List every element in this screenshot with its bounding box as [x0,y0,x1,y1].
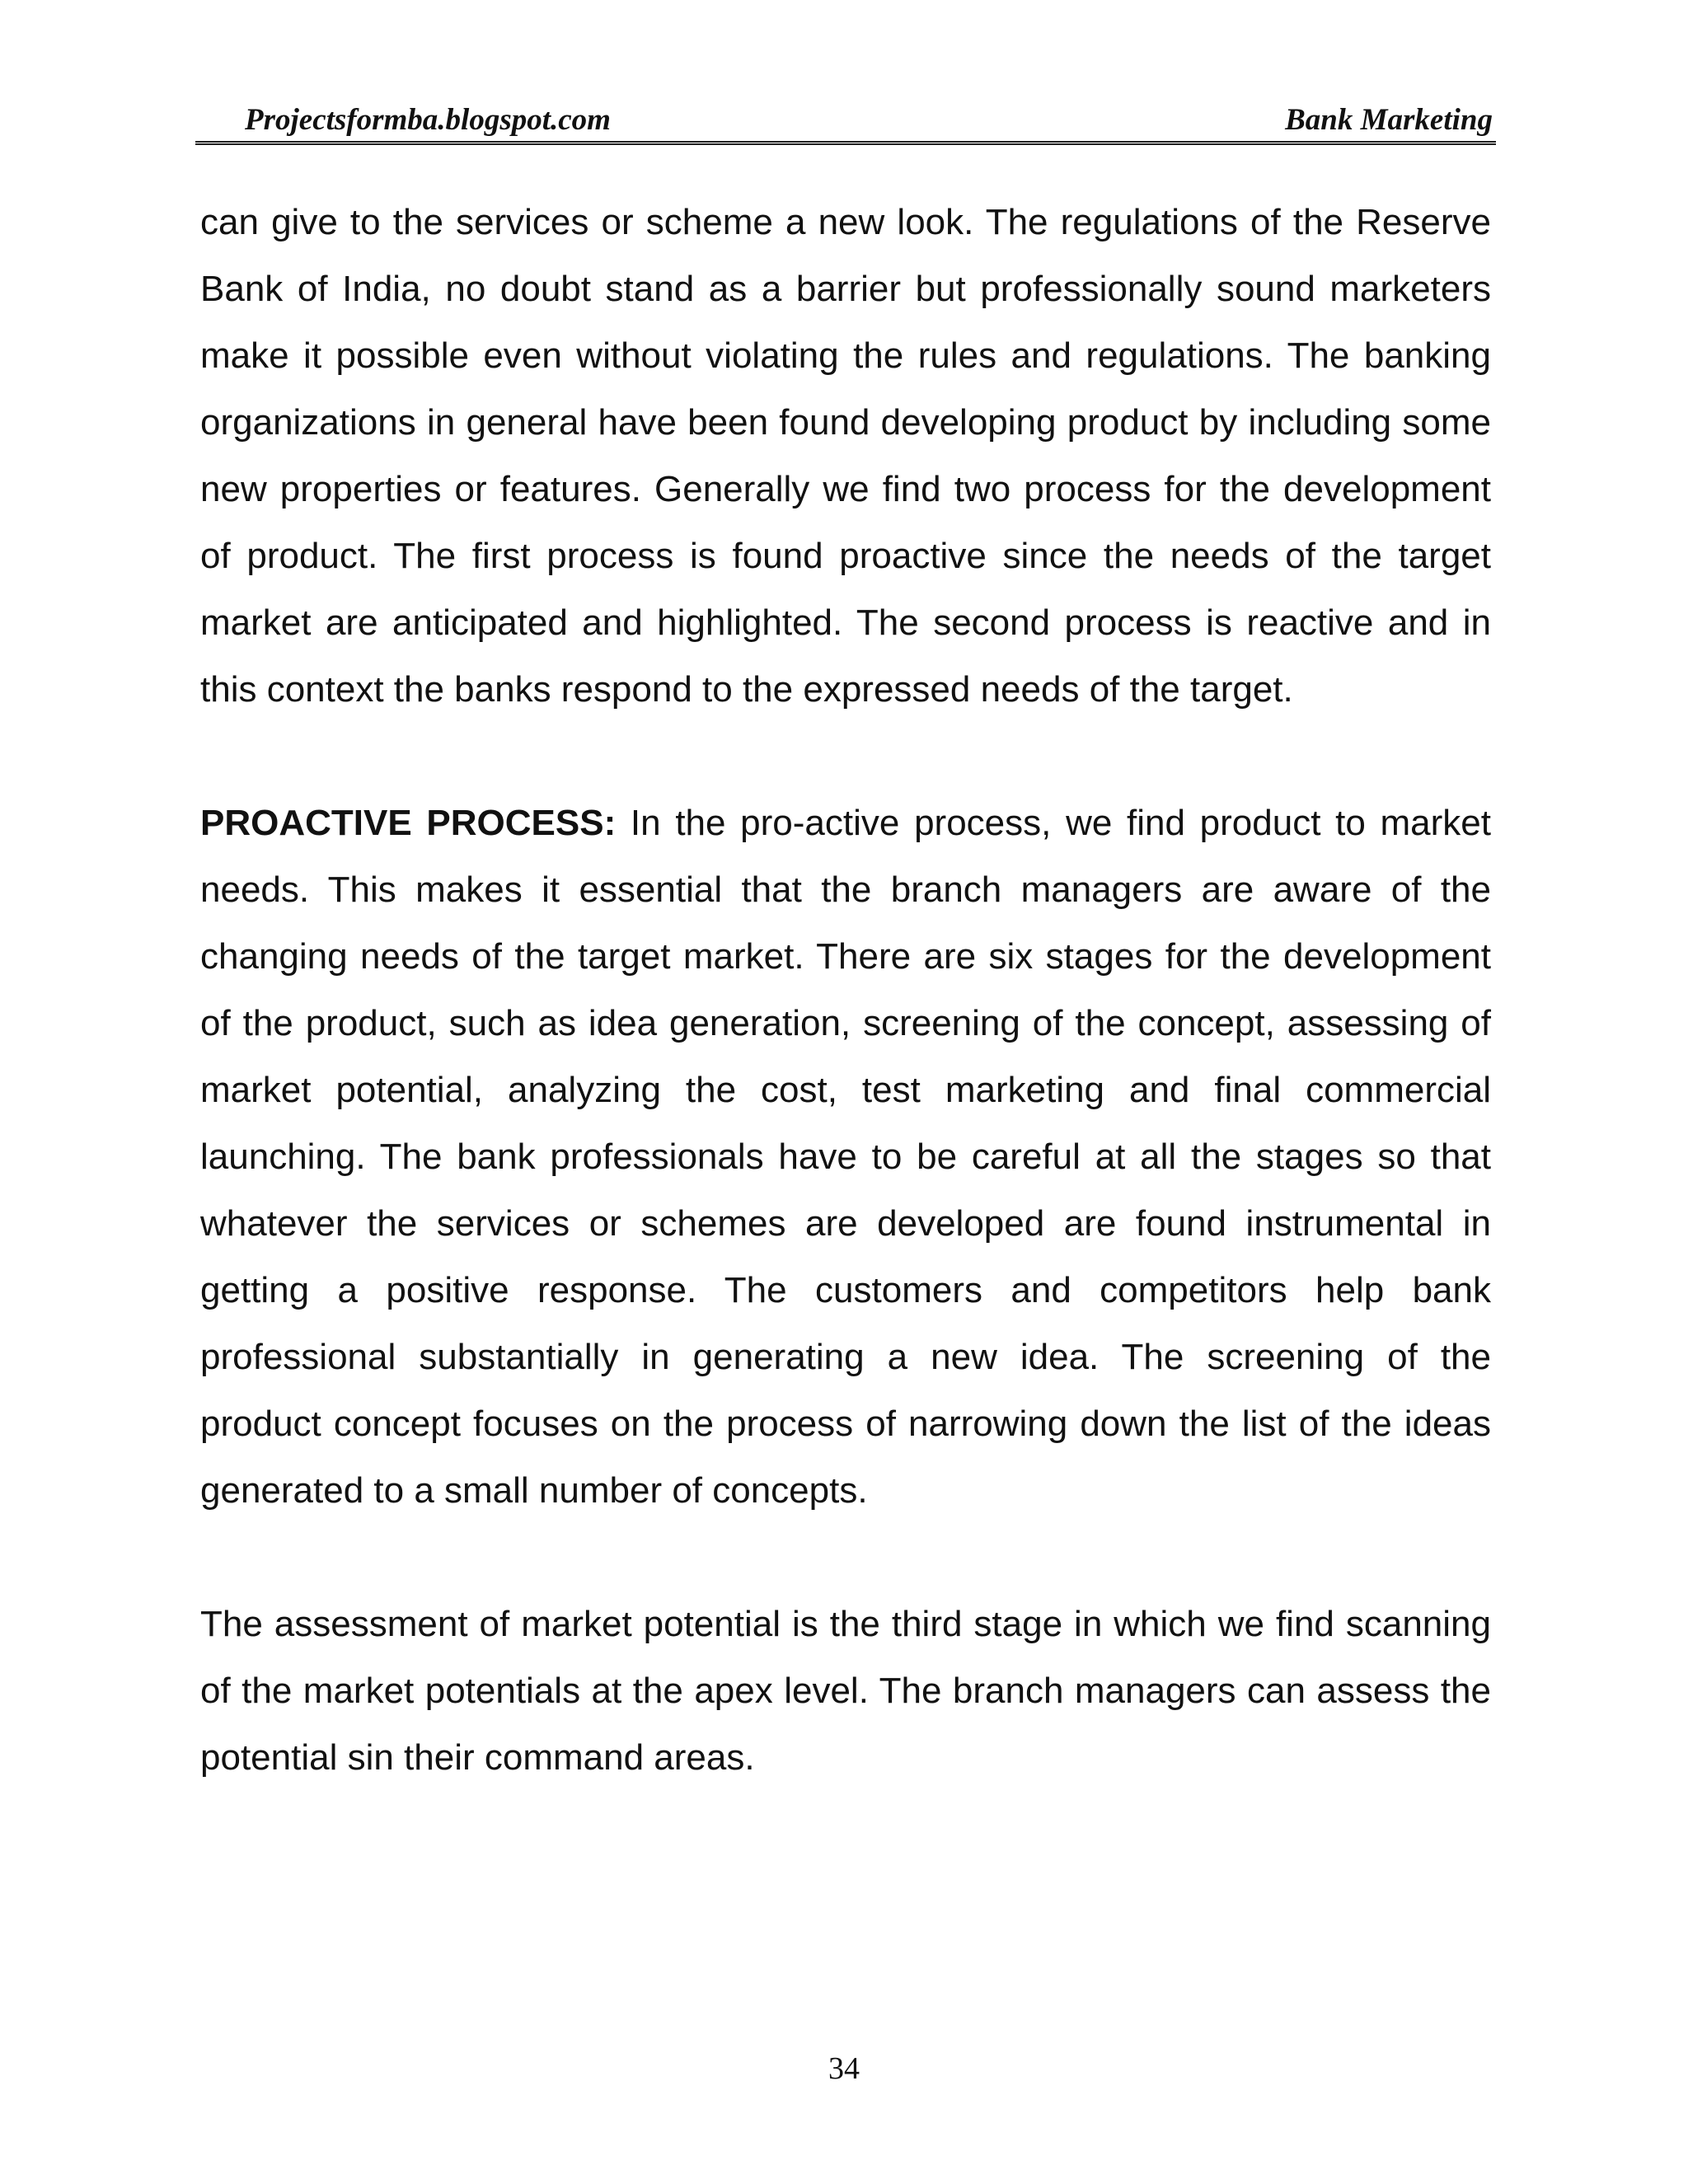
paragraph-text: In the pro-active process, we find product to market needs. This makes it essential that the branch managers are aware of the changing needs of the target market. There are six stages for the development of the product, such as idea generation, screening of the concept, assessing of market potential, analyzing the cost, test marketing and final commercial launching. The bank professionals have to be careful at all the stages so that whatever the services or schemes are developed are found instrumental in getting a positive response. The customers and competitors help bank professional substantially in generating a new idea. The screening of the product concept focuses on the process of narrowing down the list of the ideas generated to a small number of concepts. [200,803,1491,1511]
header-document-title: Bank Marketing [1285,103,1493,137]
header-site-name: Projectsformba.blogspot.com [245,103,611,137]
paragraph-text: The assessment of market potential is the third stage in which we find scanning of the market potentials at the apex level. The branch managers can assess the potential sin their command areas. [200,1604,1491,1778]
paragraph-intro [200,189,1491,723]
page-header [195,96,1496,145]
paragraph-market-potential [200,1591,1491,1791]
paragraph-text: can give to the services or scheme a new look. The regulations of the Reserve Bank of India, no doubt stand as a barrier but professionally sound marketers make it possible even without violating the rules and regulations. The banking organizations in general have been found developing product by including some new properties or features. Generally we find two process for the development of product. The first process is found proactive since the needs of the target market are anticipated and highlighted. The second process is reactive and in this context the banks respond to the expressed needs of the target. [200,202,1491,710]
paragraph-heading: PROACTIVE PROCESS: [200,803,617,843]
page-body [200,189,1491,1858]
page-number: 34 [828,2051,860,2086]
paragraph-proactive-process [200,790,1491,1524]
